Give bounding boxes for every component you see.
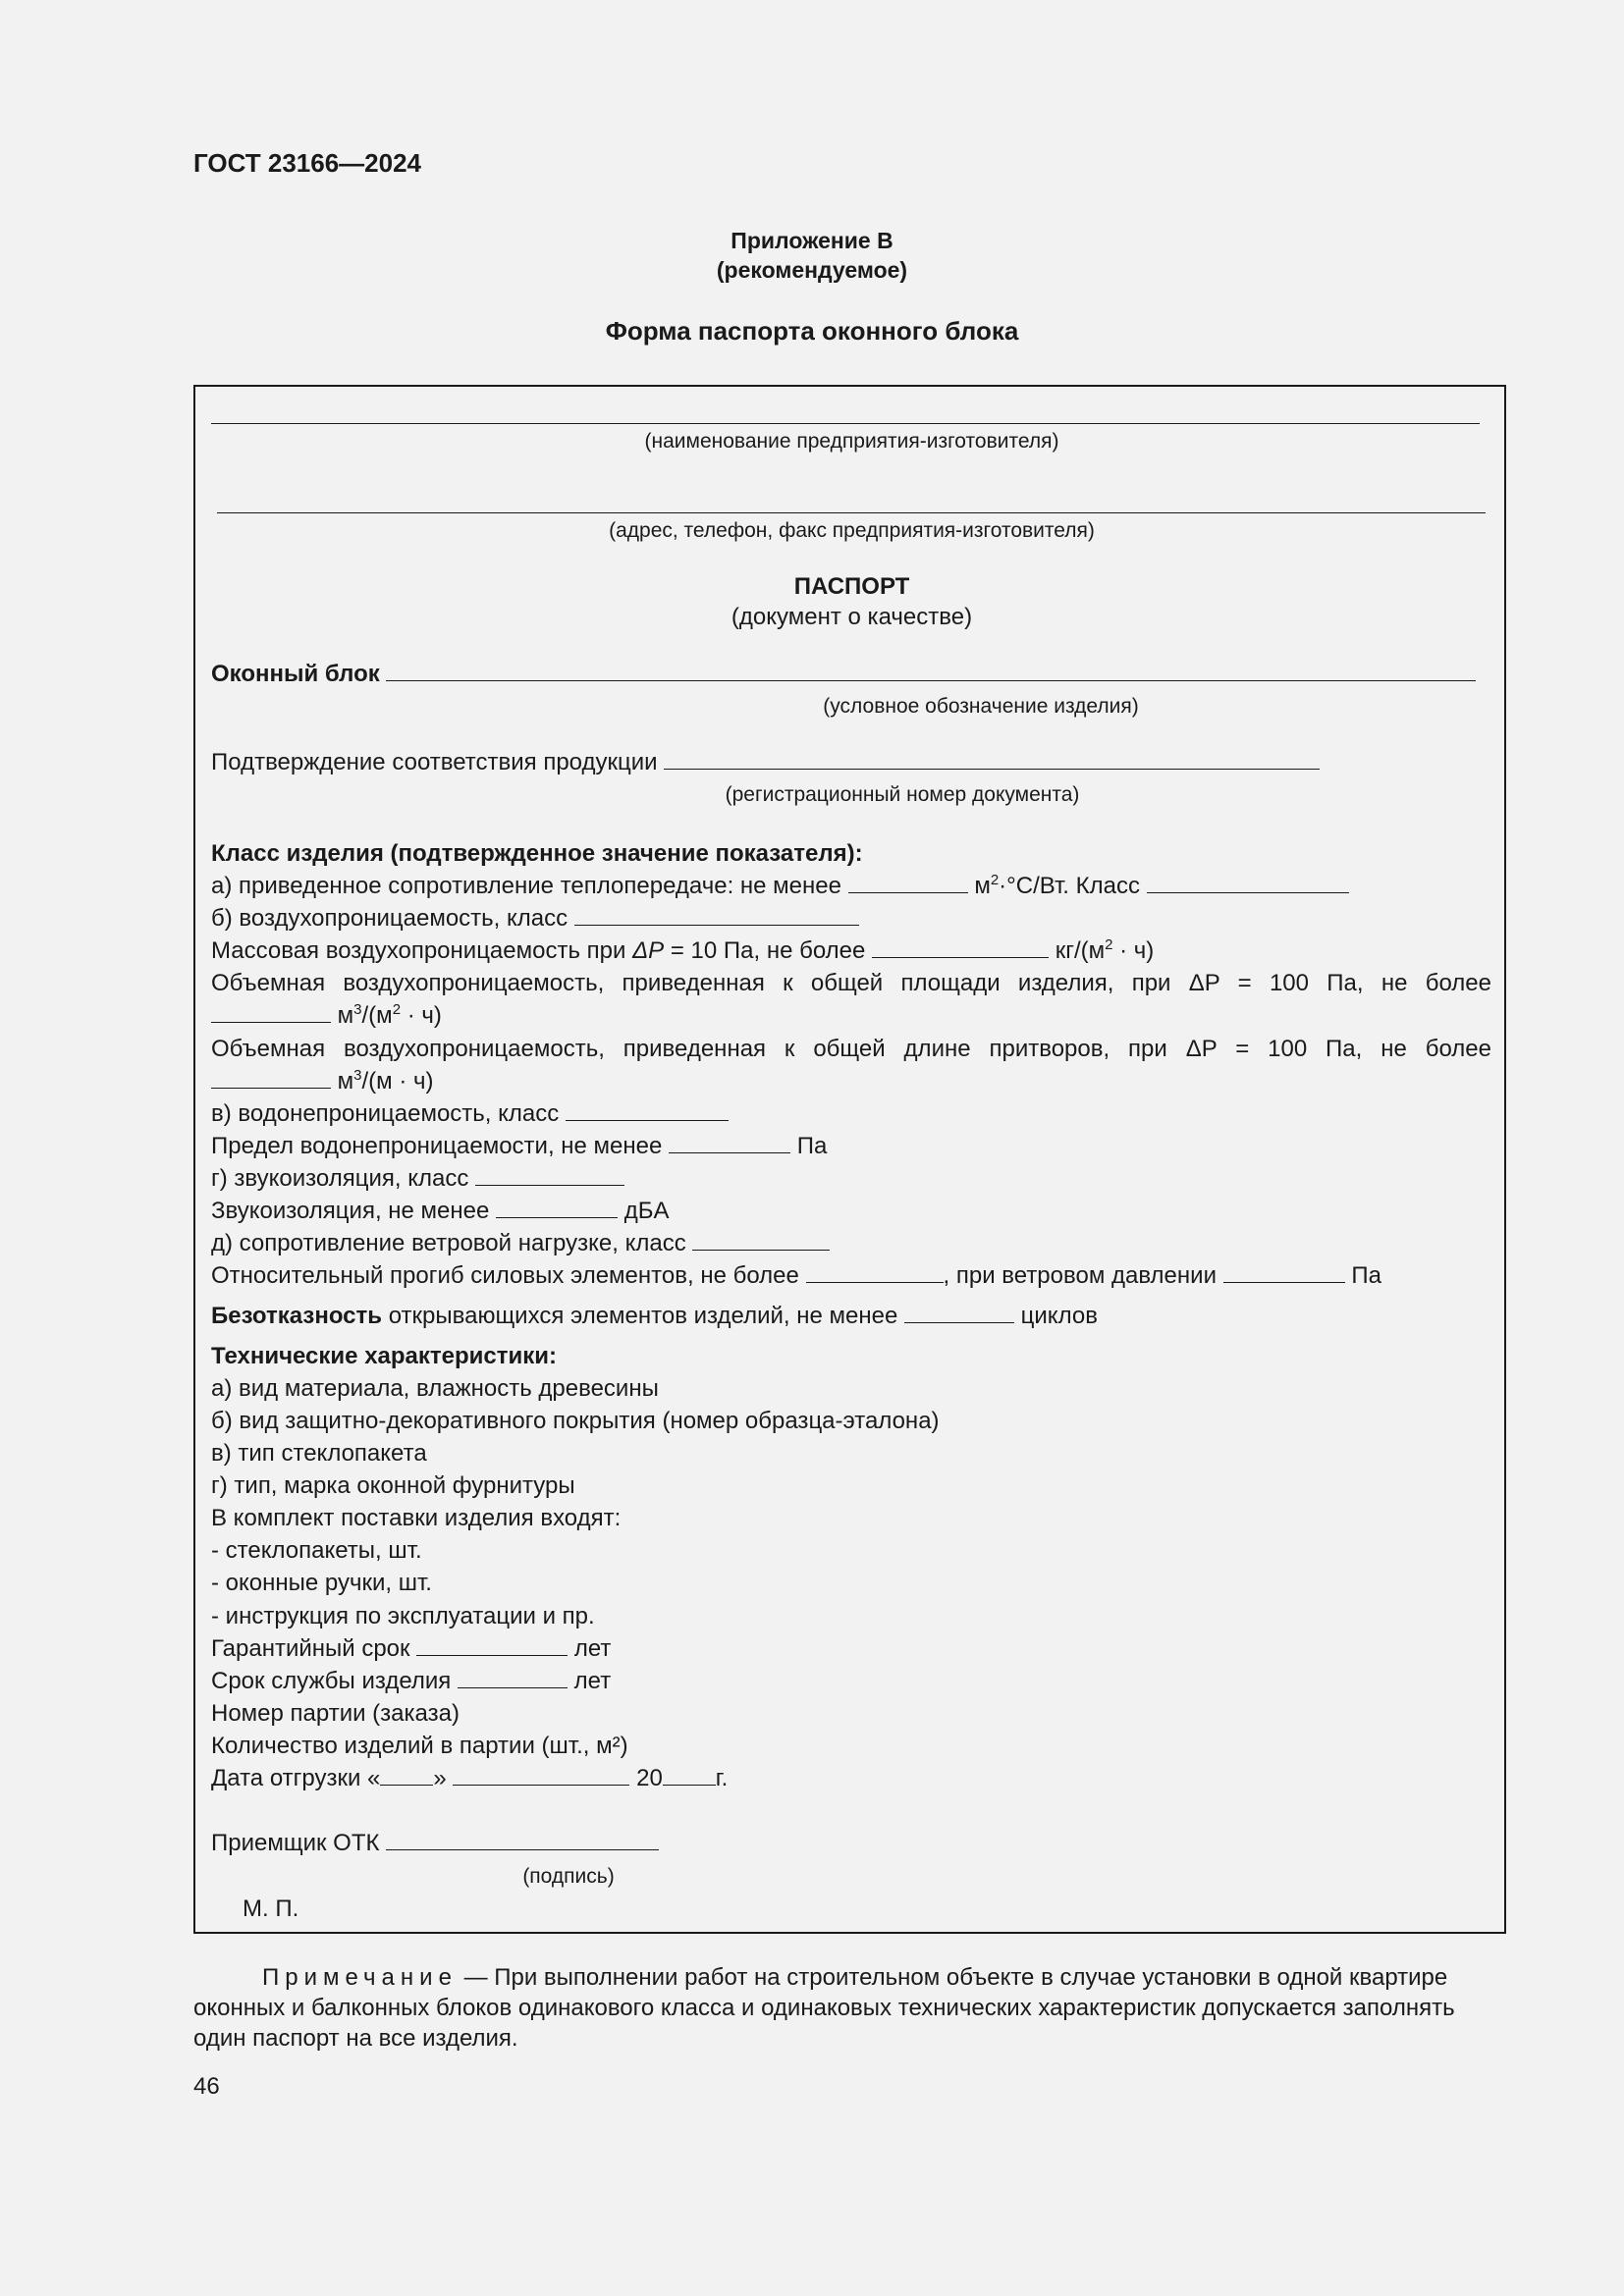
class-heading: Класс изделия (подтвержденное значение показателя):	[211, 840, 863, 867]
address-line	[217, 512, 1486, 513]
water-limit-label: Предел водонепроницаемости, не менее	[211, 1133, 663, 1159]
mass-air-unit: кг/(м	[1055, 937, 1106, 964]
mass-air-exponent: 2	[1105, 936, 1113, 953]
deflection-row	[211, 1261, 1381, 1291]
vol-length-field[interactable]	[211, 1068, 331, 1089]
item-a-label: а) приведенное сопротивление теплопередаче: не менее	[211, 873, 841, 899]
wind-pressure-field[interactable]	[1223, 1262, 1345, 1283]
inspector-label: Приемщик ОТК	[211, 1830, 380, 1856]
caption-signature: (подпись)	[522, 1865, 615, 1888]
sound-unit: дБA	[623, 1198, 670, 1224]
item-a-row	[211, 872, 1349, 901]
item-a-tail: ·°С/Вт. Класс	[999, 873, 1140, 899]
deflection-mid: , при ветровом давлении	[943, 1262, 1217, 1289]
vol-length-text: Объемная воздухопроницаемость, приведенная к общей длине притворов, при ΔP = 100 Па, не более	[211, 1036, 1491, 1062]
water-limit-row	[211, 1132, 827, 1161]
conformity-row	[211, 748, 1320, 777]
vol-length-tail: /(м · ч)	[361, 1068, 434, 1095]
vol-length-row	[211, 1067, 434, 1096]
vol-area-row	[211, 1001, 442, 1031]
item-d-class-field[interactable]	[692, 1230, 830, 1251]
stamp-mark: М. П.	[243, 1896, 299, 1922]
item-b-class-field[interactable]	[574, 905, 859, 926]
reliability-row	[211, 1302, 1098, 1331]
mass-air-mid: = 10 Па, не более	[664, 937, 866, 964]
note-label: Примечание	[262, 1964, 458, 1991]
caption-designation: (условное обозначение изделия)	[823, 695, 1139, 718]
vol-area-exponent-1: 3	[353, 1001, 362, 1018]
shipment-day-field[interactable]	[380, 1765, 433, 1786]
vol-area-unit: м	[337, 1002, 354, 1029]
tech-item: - оконные ручки, шт.	[211, 1570, 432, 1596]
vol-area-mid: /(м	[361, 1002, 393, 1029]
item-a-value-field[interactable]	[848, 873, 968, 893]
inspector-row	[211, 1829, 659, 1858]
window-block-label: Оконный блок	[211, 661, 380, 687]
shipment-quote-close: »	[433, 1765, 447, 1791]
deflection-unit: Па	[1351, 1262, 1381, 1289]
mass-air-prefix: Массовая воздухопроницаемость при	[211, 937, 633, 964]
passport-title: ПАСПОРТ	[793, 573, 910, 600]
tech-item: В комплект поставки изделия входят:	[211, 1505, 622, 1531]
warranty-unit: лет	[573, 1635, 612, 1662]
shipment-year: 20	[636, 1765, 663, 1791]
item-b-label: б) воздухопроницаемость, класс	[211, 905, 568, 932]
passport-form-frame	[193, 385, 1506, 1934]
vol-area-field[interactable]	[211, 1002, 331, 1023]
item-v-label: в) водонепроницаемость, класс	[211, 1100, 560, 1127]
item-a-class-field[interactable]	[1147, 873, 1349, 893]
item-g-label: г) звукоизоляция, класс	[211, 1165, 469, 1192]
note	[193, 1962, 1506, 2054]
shipment-row	[211, 1764, 728, 1793]
warranty-field[interactable]	[416, 1635, 568, 1656]
caption-reg-number: (регистрационный номер документа)	[725, 783, 1080, 806]
item-g-class-field[interactable]	[475, 1165, 624, 1186]
tech-item: - инструкция по эксплуатации и пр.	[211, 1603, 595, 1629]
item-v-row	[211, 1099, 729, 1129]
deflection-field[interactable]	[806, 1262, 944, 1283]
tech-heading: Технические характеристики:	[211, 1343, 558, 1369]
vol-area-exponent-2: 2	[392, 1001, 402, 1018]
water-limit-unit: Па	[796, 1133, 828, 1159]
conformity-label: Подтверждение соответствия продукции	[211, 749, 658, 775]
mass-air-unit-tail: · ч)	[1112, 937, 1155, 964]
warranty-row	[211, 1634, 611, 1664]
tech-item: а) вид материала, влажность древесины	[211, 1375, 659, 1402]
mass-air-delta-p: ΔP	[632, 937, 665, 964]
inspector-signature-field[interactable]	[386, 1830, 659, 1850]
water-limit-field[interactable]	[669, 1133, 790, 1153]
shipment-month-field[interactable]	[453, 1765, 629, 1786]
tech-item: б) вид защитно-декоративного покрытия (номер образца-эталона)	[211, 1408, 940, 1434]
deflection-label: Относительный прогиб силовых элементов, не более	[211, 1262, 799, 1289]
sound-field[interactable]	[496, 1198, 618, 1218]
item-g-row	[211, 1164, 624, 1194]
passport-subtitle: (документ о качестве)	[731, 604, 973, 630]
shipment-year-field[interactable]	[663, 1765, 716, 1786]
tech-item: - стеклопакеты, шт.	[211, 1537, 422, 1564]
shipment-prefix: Дата отгрузки «	[211, 1765, 381, 1791]
appendix-title: Приложение В	[731, 228, 893, 253]
reliability-text: открывающихся элементов изделий, не менее	[382, 1303, 898, 1329]
service-life-label: Срок службы изделия	[211, 1668, 452, 1694]
sound-row	[211, 1197, 669, 1226]
mass-air-row	[211, 936, 1154, 966]
window-block-field[interactable]	[386, 661, 1476, 681]
batch-quantity: Количество изделий в партии (шт., м²)	[211, 1733, 628, 1759]
warranty-label: Гарантийный срок	[211, 1635, 410, 1662]
item-a-unit: м	[974, 873, 991, 899]
appendix-subtitle: (рекомендуемое)	[716, 257, 908, 283]
item-b-row	[211, 904, 859, 934]
window-block-row	[211, 660, 1476, 689]
caption-address: (адрес, телефон, факс предприятия-изготовителя)	[609, 519, 1095, 542]
page-number: 46	[193, 2073, 220, 2100]
item-d-label: д) сопротивление ветровой нагрузке, класс	[211, 1230, 686, 1256]
mass-air-field[interactable]	[872, 937, 1049, 958]
reliability-bold: Безотказность	[211, 1303, 383, 1329]
conformity-field[interactable]	[664, 749, 1320, 770]
standard-number: ГОСТ 23166—2024	[193, 148, 421, 178]
appendix-heading	[0, 226, 1624, 285]
item-a-exponent: 2	[990, 872, 1000, 888]
service-life-field[interactable]	[458, 1668, 568, 1688]
vol-length-unit: м	[337, 1068, 354, 1095]
tech-item: в) тип стеклопакета	[211, 1440, 427, 1467]
manufacturer-name-line	[211, 423, 1480, 424]
note-text: — При выполнении работ на строительном объекте в случае установки в одной квартире оконных и балконных блоков одинакового класса и одинаковых технических характеристик допускается заполнять один паспорт на все изделия.	[193, 1964, 1455, 2052]
caption-manufacturer: (наименование предприятия-изготовителя)	[644, 430, 1059, 453]
tech-item: г) тип, марка оконной фурнитуры	[211, 1472, 575, 1499]
shipment-year-suffix: г.	[715, 1765, 729, 1791]
item-d-row	[211, 1229, 830, 1258]
item-v-class-field[interactable]	[566, 1100, 729, 1121]
vol-area-text: Объемная воздухопроницаемость, приведенная к общей площади изделия, при ΔP = 100 Па, не более	[211, 970, 1491, 996]
vol-length-exponent: 3	[353, 1067, 362, 1084]
reliability-unit: циклов	[1020, 1303, 1098, 1329]
service-life-unit: лет	[573, 1668, 612, 1694]
service-life-row	[211, 1667, 611, 1696]
reliability-field[interactable]	[904, 1303, 1014, 1323]
sound-label: Звукоизоляция, не менее	[211, 1198, 490, 1224]
form-title: Форма паспорта оконного блока	[605, 316, 1019, 346]
vol-area-tail: · ч)	[401, 1002, 442, 1029]
batch-number: Номер партии (заказа)	[211, 1700, 460, 1727]
